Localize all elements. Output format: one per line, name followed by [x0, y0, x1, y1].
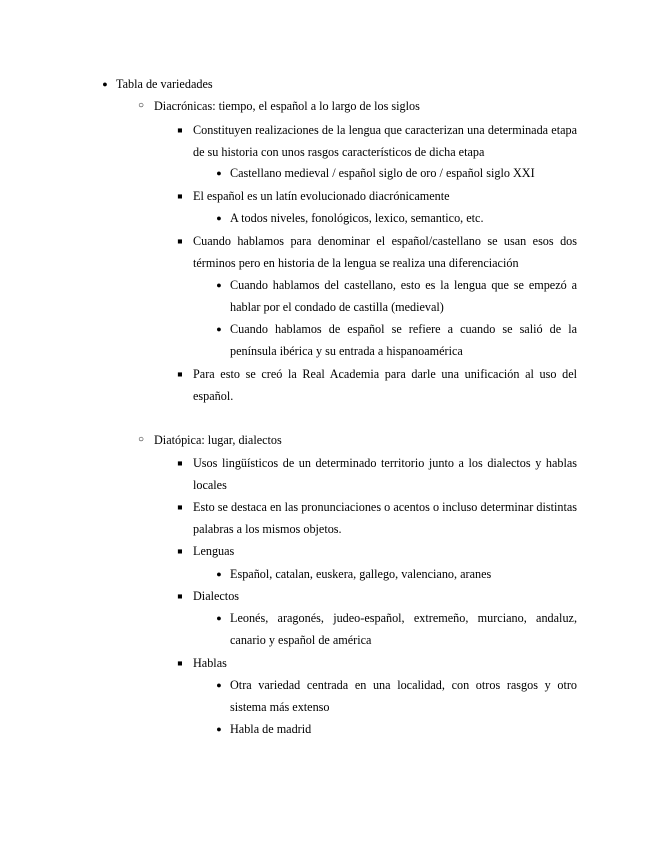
sub-list-item-text: A todos niveles, fonológicos, lexico, semantico, etc. [230, 211, 484, 225]
disc-bullet-icon: ● [216, 280, 222, 290]
square-bullet-icon: ■ [177, 546, 183, 556]
square-bullet-icon: ■ [177, 236, 183, 246]
list-item [169, 496, 577, 541]
disc-bullet-icon: ● [216, 613, 222, 623]
document-title: Tabla de variedades [116, 77, 213, 91]
list-item-text: Dialectos [193, 589, 240, 603]
section-heading: Diatópica: lugar, dialectos [154, 433, 282, 447]
square-bullet-icon: ■ [177, 502, 183, 512]
disc-bullet-icon: ● [102, 79, 108, 89]
sub-list-item-text: Cuando hablamos del castellano, esto es la lengua que se empezó a hablar por el condado de castilla (medieval) [230, 278, 577, 315]
list-item-level1 [94, 73, 594, 95]
disc-bullet-icon: ● [216, 569, 222, 579]
disc-bullet-icon: ● [216, 680, 222, 690]
sub-list-item [208, 718, 577, 740]
sub-list-item-text: Castellano medieval / español siglo de oro / español siglo XXI [230, 166, 535, 180]
square-bullet-icon: ■ [177, 591, 183, 601]
square-bullet-icon: ■ [177, 458, 183, 468]
list-item-text: Para esto se creó la Real Academia para darle una unificación al uso del español. [193, 367, 577, 404]
disc-bullet-icon: ● [216, 324, 222, 334]
circle-bullet-icon: ○ [137, 100, 145, 111]
square-bullet-icon: ■ [177, 191, 183, 201]
sub-list-item [208, 318, 577, 363]
list-item [169, 540, 577, 562]
section-heading-item [130, 429, 590, 451]
sub-list-item [208, 207, 577, 229]
circle-bullet-icon: ○ [137, 434, 145, 445]
list-item-text: Hablas [193, 656, 227, 670]
sub-list-item [208, 274, 577, 319]
square-bullet-icon: ■ [177, 369, 183, 379]
disc-bullet-icon: ● [216, 168, 222, 178]
square-bullet-icon: ■ [177, 125, 183, 135]
list-item [169, 363, 577, 408]
list-item [169, 652, 577, 674]
list-item-text: Esto se destaca en las pronunciaciones o acentos o incluso determinar distintas palabras a los mismos objetos. [193, 500, 577, 537]
sub-list-item [208, 162, 577, 184]
list-item-text: Constituyen realizaciones de la lengua que caracterizan una determinada etapa de su historia con unos rasgos característicos de dicha etapa [193, 123, 577, 160]
list-item [169, 585, 577, 607]
list-item [169, 230, 577, 275]
list-item [169, 119, 577, 164]
list-item-text: El español es un latín evolucionado diacrónicamente [193, 189, 450, 203]
section-heading: Diacrónicas: tiempo, el español a lo largo de los siglos [154, 99, 420, 113]
sub-list-item-text: Habla de madrid [230, 722, 312, 736]
sub-list-item [208, 563, 577, 585]
list-item [169, 185, 577, 207]
section-heading-item [130, 95, 590, 117]
list-item-text: Usos lingüísticos de un determinado territorio junto a los dialectos y hablas locales [193, 456, 577, 493]
sub-list-item-text: Leonés, aragonés, judeo-español, extremeño, murciano, andaluz, canario y español de américa [230, 611, 577, 648]
list-item-text: Cuando hablamos para denominar el español/castellano se usan esos dos términos pero en historia de la lengua se realiza una diferenciación [193, 234, 577, 271]
list-item-text: Lenguas [193, 544, 235, 558]
list-item [169, 452, 577, 497]
sub-list-item [208, 607, 577, 652]
sub-list-item-text: Otra variedad centrada en una localidad, con otros rasgos y otro sistema más extenso [230, 678, 577, 715]
sub-list-item [208, 674, 577, 719]
disc-bullet-icon: ● [216, 724, 222, 734]
sub-list-item-text: Cuando hablamos de español se refiere a cuando se salió de la península ibérica y su entrada a hispanoamérica [230, 322, 577, 359]
square-bullet-icon: ■ [177, 658, 183, 668]
disc-bullet-icon: ● [216, 213, 222, 223]
sub-list-item-text: Español, catalan, euskera, gallego, valenciano, aranes [230, 567, 492, 581]
